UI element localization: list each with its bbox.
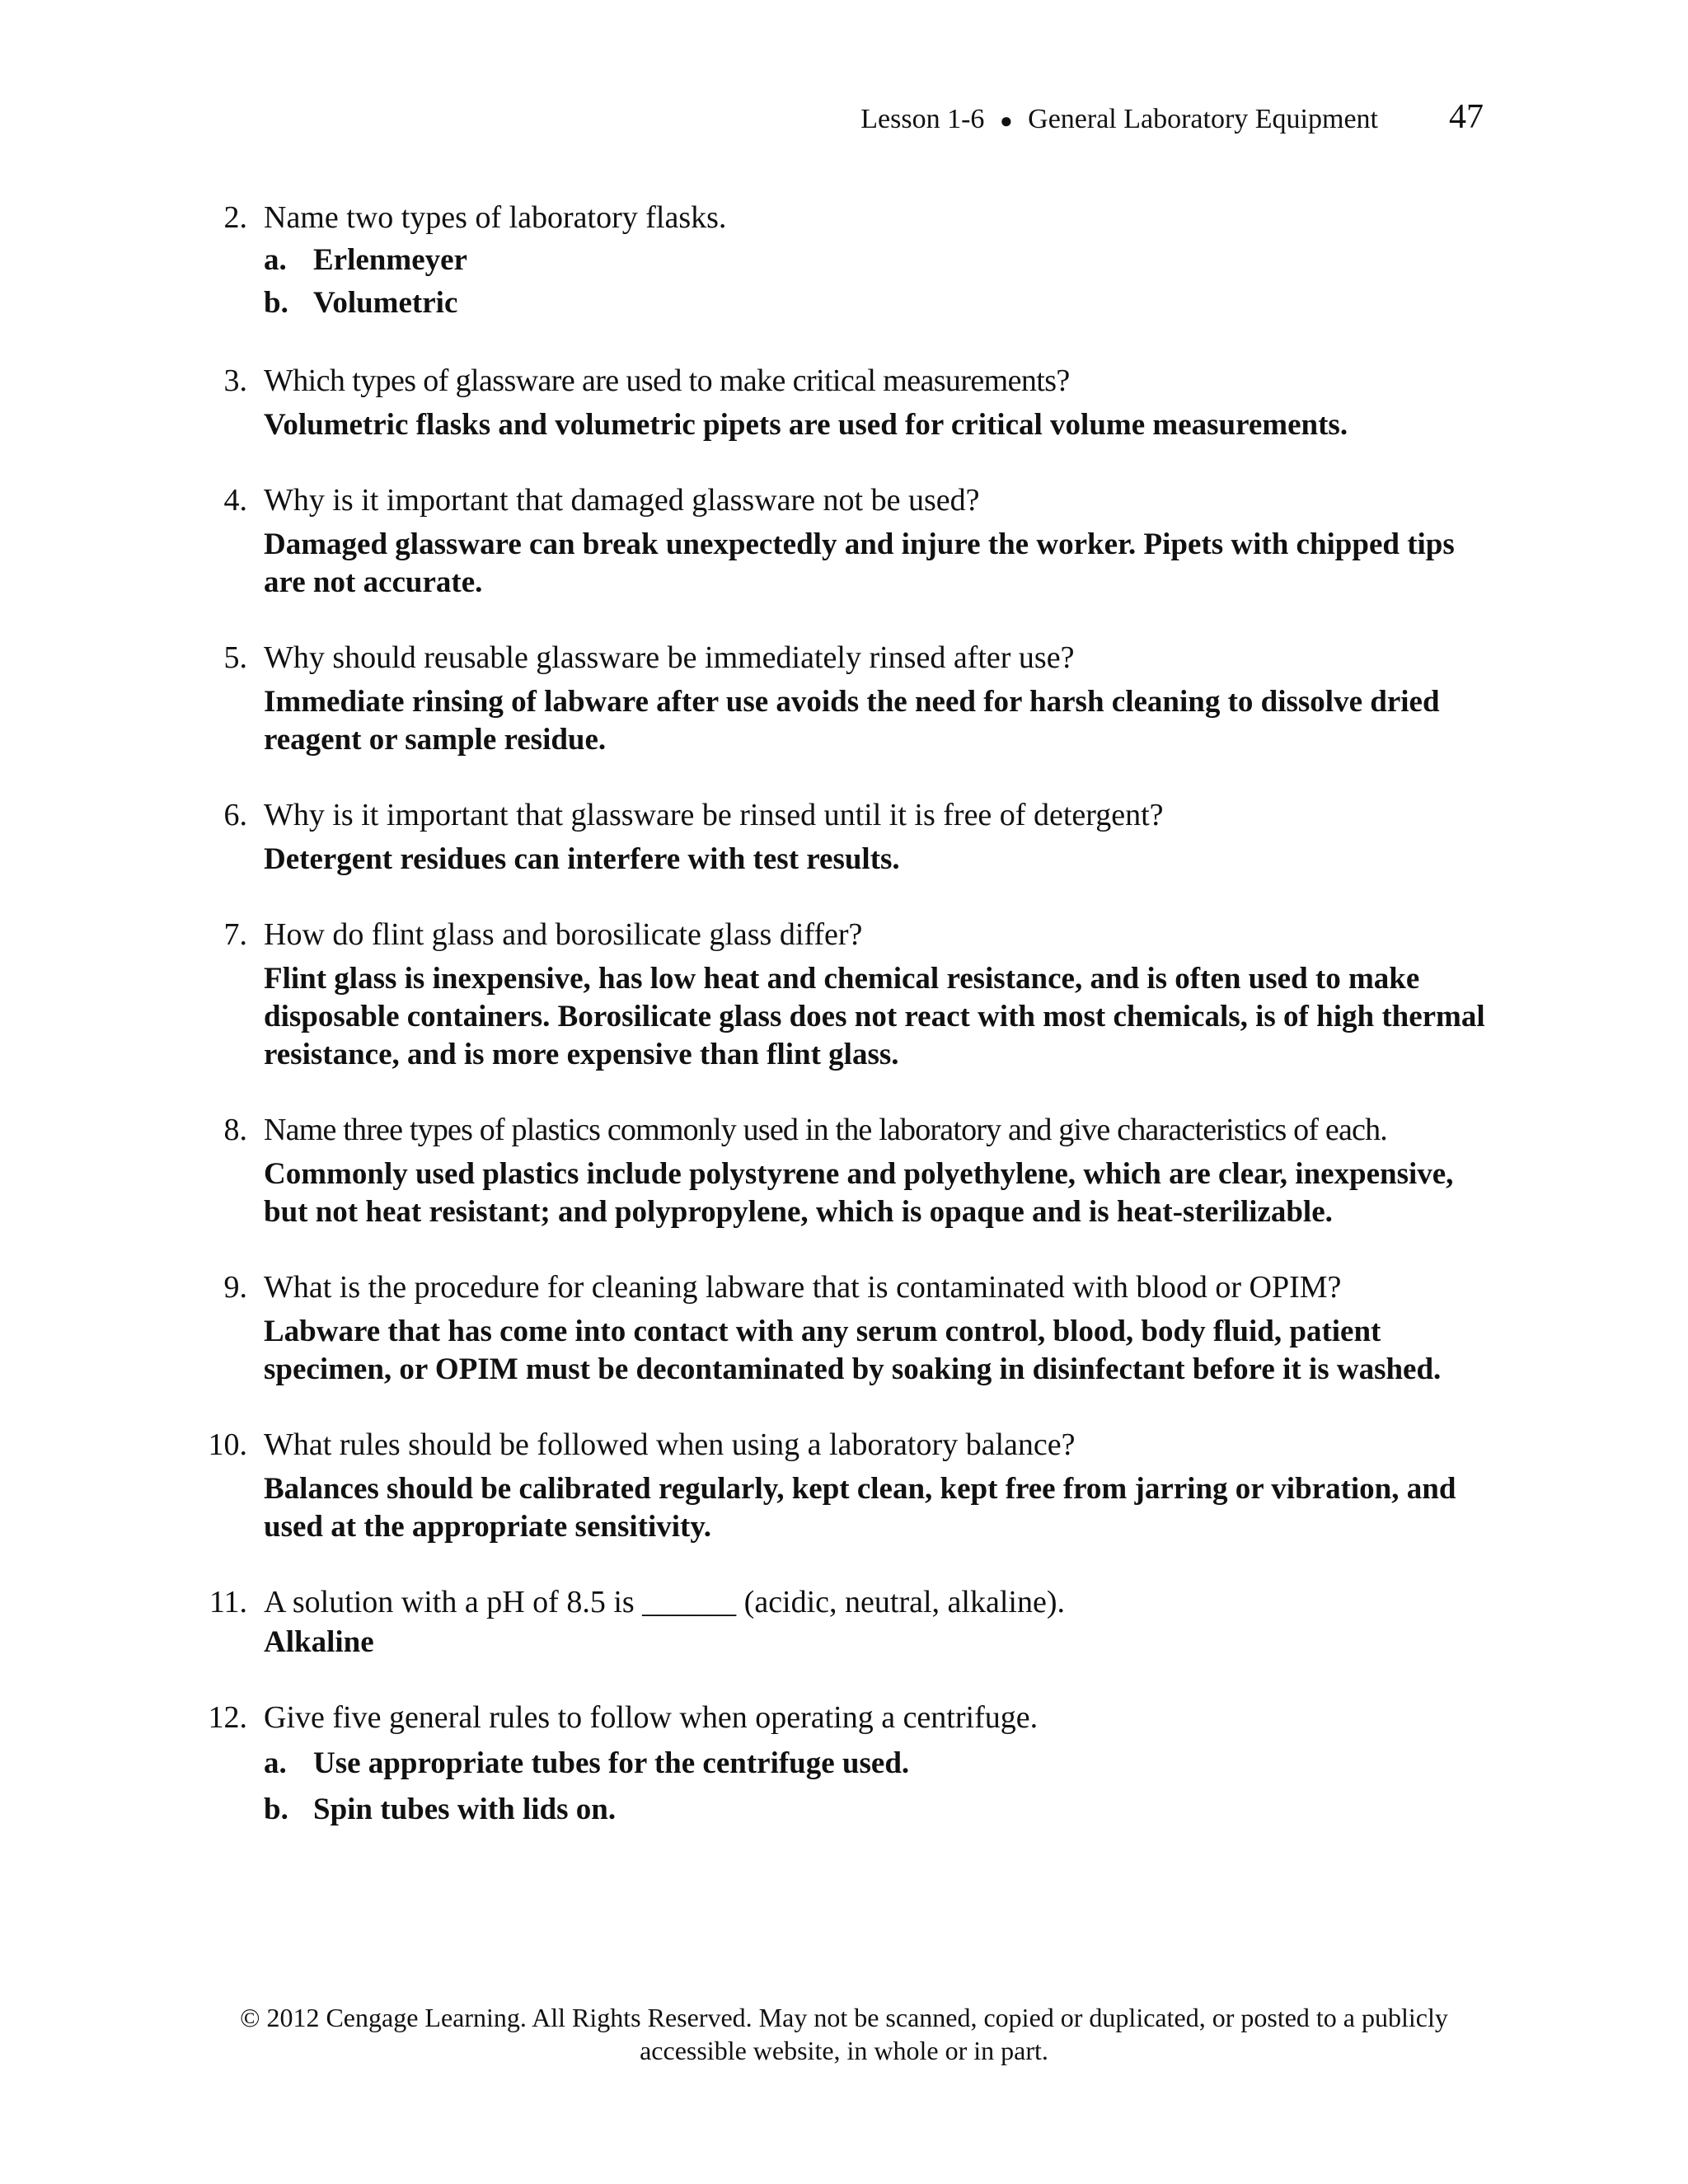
question-7 [183,913,1493,1074]
question-text: Which types of glassware are used to make critical measurements? [264,363,1070,398]
question-4 [183,479,1493,602]
question-2 [183,196,1493,325]
copyright-footer [185,2001,1503,2067]
question-5 [183,636,1493,759]
question-text: Give five general rules to follow when operating a centrifuge. [264,1700,1039,1735]
question-number: 4. [223,483,247,518]
lesson-label: Lesson 1-6 [860,104,985,134]
page-number: 47 [1449,98,1484,136]
question-text: Why should reusable glassware be immediately rinsed after use? [264,640,1075,675]
question-text: Name three types of plastics commonly used in the laboratory and give characteristics of each. [264,1113,1388,1147]
question-9 [183,1266,1493,1389]
question-number: 2. [223,200,247,235]
question-number: 12. [208,1700,247,1735]
question-number: 3. [223,363,247,398]
question-6 [183,794,1493,879]
item-letter: a. [264,1746,287,1780]
page-header [857,97,1484,147]
answer-text: Commonly used plastics include polystyrene and polyethylene, which are clear, inexpensive, but not heat resistant; and polypropylene, which is opaque and is heat-sterilizable. [264,1157,1454,1229]
question-11 [183,1581,1493,1661]
answer-item-a [264,239,1493,282]
bullet-separator: ● [999,109,1013,133]
item-text: Use appropriate tubes for the centrifuge used. [313,1746,910,1780]
answer-text: Flint glass is inexpensive, has low heat and chemical resistance, and is often used to make disposable containers. Borosilicate glass does not react with most chemicals, is of high thermal resistance, and is more expensive than flint glass. [264,962,1485,1071]
answer-text: Balances should be calibrated regularly, kept clean, kept free from jarring or vibration, and used at the appropriate sensitivity. [264,1472,1456,1544]
answer-text: Volumetric flasks and volumetric pipets are used for critical volume measurements. [264,408,1348,442]
question-text: Why is it important that damaged glassware not be used? [264,483,980,518]
question-text: Name two types of laboratory flasks. [264,200,727,235]
question-3 [183,359,1493,444]
question-text: A solution with a pH of 8.5 is ______ (acidic, neutral, alkaline). [264,1585,1065,1619]
answer-item-b [264,282,1493,325]
running-header [860,104,1378,135]
item-text: Erlenmeyer [313,243,467,277]
question-number: 5. [223,640,247,675]
question-number: 6. [223,798,247,832]
question-text: What is the procedure for cleaning labware that is contaminated with blood or OPIM? [264,1270,1342,1305]
answer-text: Immediate rinsing of labware after use avoids the need for harsh cleaning to dissolve dried reagent or sample residue. [264,685,1440,757]
question-number: 9. [223,1270,247,1305]
footer-line-1: © 2012 Cengage Learning. All Rights Reserved. May not be scanned, copied or duplicated, or posted to a publicly [240,2003,1448,2032]
questions-list [183,196,1493,1831]
question-12 [183,1696,1493,1831]
question-8 [183,1108,1493,1231]
answer-text: Detergent residues can interfere with test results. [264,842,900,876]
question-text: How do flint glass and borosilicate glass differ? [264,917,863,952]
chapter-title: General Laboratory Equipment [1028,104,1378,134]
footer-line-2: accessible website, in whole or in part. [640,2036,1048,2065]
question-10 [183,1423,1493,1546]
question-number: 11. [209,1585,247,1619]
question-number: 7. [223,917,247,952]
question-number: 8. [223,1113,247,1147]
item-letter: a. [264,243,287,277]
answer-text: Labware that has come into contact with any serum control, blood, body fluid, patient specimen, or OPIM must be decontaminated by soaking in disinfectant before it is washed. [264,1315,1442,1386]
item-text: Volumetric [313,286,458,320]
item-letter: b. [264,286,288,320]
item-text: Spin tubes with lids on. [313,1793,617,1826]
question-number: 10. [208,1427,247,1462]
question-text: Why is it important that glassware be rinsed until it is free of detergent? [264,798,1164,832]
answer-text: Alkaline [264,1625,374,1659]
answer-text: Damaged glassware can break unexpectedly and injure the worker. Pipets with chipped tips are not accurate. [264,527,1455,599]
answer-item-a [264,1742,1493,1785]
answer-item-b [264,1788,1493,1831]
question-text: What rules should be followed when using a laboratory balance? [264,1427,1076,1462]
item-letter: b. [264,1793,288,1826]
